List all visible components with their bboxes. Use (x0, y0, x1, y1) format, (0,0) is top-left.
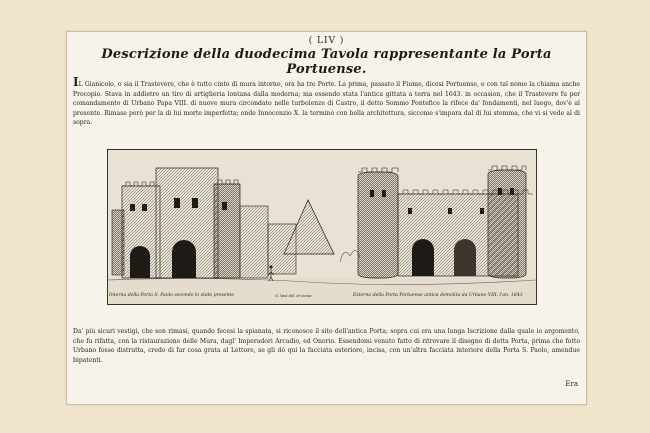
page-number: ( LIV ) (308, 36, 345, 46)
catchword: Era (565, 380, 578, 388)
paragraph-2: Da' più sicuri vestigi, che son rimasi, quando fecesi la spianata, si riconosce il sito dell'antica Porta; sopra cui era una lunga Iscrizione dalla quale io argomento, che fu rifatta, con la ristaurazione delle Mura, dagl' Imperadori Arcadio, ed Onorio. Essendomi venuto fatto di ritrovare il disegno di detta Porta, prima che fotto Urbano fosse distrutta, credo di far cosa grata al Lettore, se gli dò qui la facciata esteriore, incisa, con un'altra facciata interiore della Porta S. Paolo, amendue bipatenti. (73, 328, 580, 364)
book-page (66, 31, 587, 405)
engraving-drawing (108, 150, 536, 304)
drop-cap: I (73, 75, 79, 89)
engraving-illustration (107, 149, 537, 305)
caption-middle: G. Vasi del. et incise (275, 294, 312, 298)
caption-left: Interna della Porta S. Paolo secondo lo stato presente (109, 293, 235, 298)
caption-right: Esterna della Porta Portuense antica demolita da Urbano VIII. l'an. 1643 (353, 293, 523, 298)
ground (108, 278, 536, 304)
paragraph-1-text: L Gianicolo, o sia il Trastevere, che è tutto cinto di mura intorno, ora ha tre Porte. La prima, passato il Fiume, dicesi Portuense, e con tal nome la chiama anche Procopio. Stava in addietro un tiro di artiglieria lontana dalla moderna; ma essendo stata l'antica gittata a terra nel 1643. in occasion, che il Trastevere fu per comandamento di Urbano Papa VIII. di nuove mura circondato nelle turbolenze di Castro, il detto Sommo Pontefice la rifece da' fondamenti, nel luogo, dov'è al presente. Rimase però per la di lui morte imperfetta; onde Innocenzio X. la terminò con bella architettura, siccome s'impara dal di lui stemma, che vi si vede al di sopra. (73, 81, 580, 127)
paragraph-1 (73, 75, 580, 128)
page-title: Descrizione della duodecima Tavola rappresentante la Porta Portuense. (101, 47, 552, 77)
